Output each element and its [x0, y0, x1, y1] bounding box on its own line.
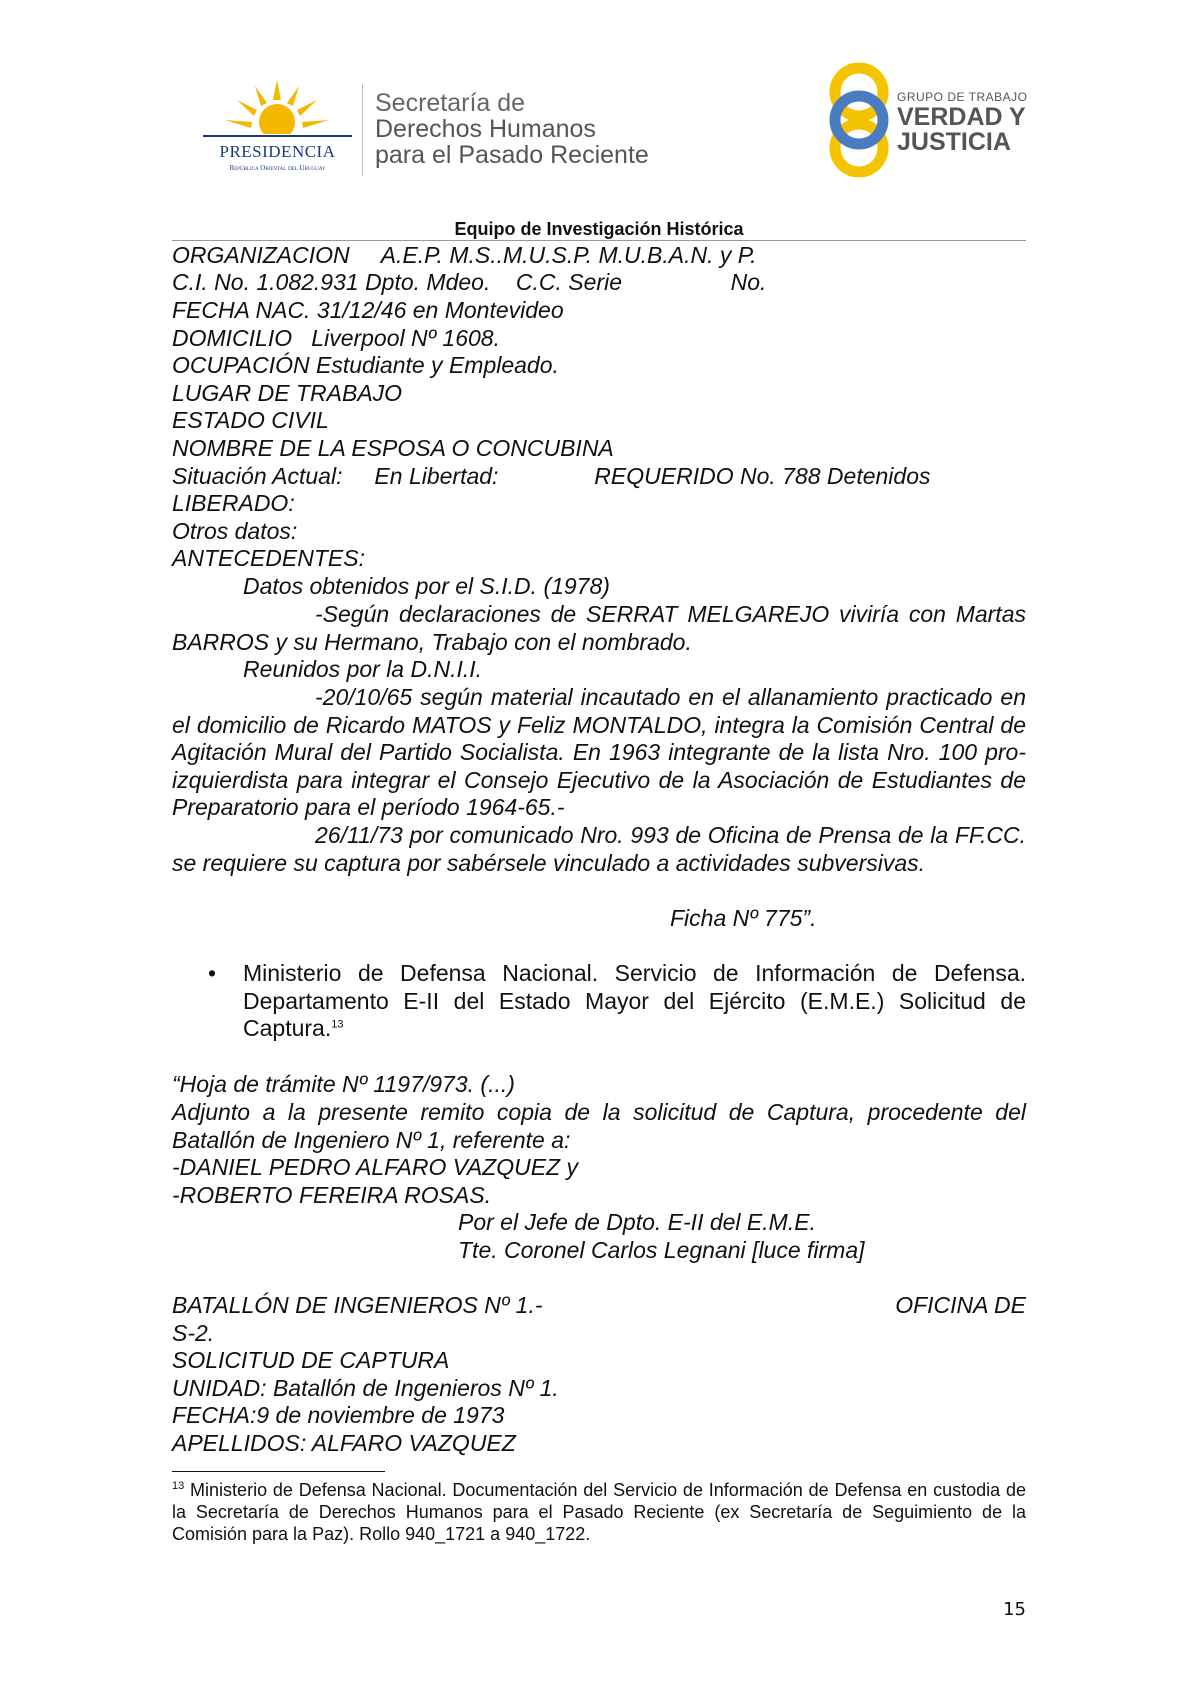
bullet-text-body: Ministerio de Defensa Nacional. Servicio de Información de Defensa. Departamento E-II del Estado Mayor del Ejército (E.M.E.) Solicitud de Captura.: [243, 960, 1026, 1042]
header-rule: [172, 240, 1026, 241]
hoja-name-2: -ROBERTO FEREIRA ROSAS.: [172, 1182, 492, 1208]
presidencia-name: PRESIDENCIA: [219, 142, 336, 161]
ficha-domicilio: DOMICILIO Liverpool Nº 1608.: [172, 325, 500, 351]
dnii-text-2: 26/11/73 por comunicado Nro. 993 de Oficina de Prensa de la FF.CC. se requiere su captura por sabérsele vinculado a actividades subversivas.: [172, 822, 1026, 876]
ficha-lugar-trabajo: LUGAR DE TRABAJO: [172, 380, 403, 406]
ficha-situacion: Situación Actual: En Libertad: REQUERIDO No. 788 Detenidos: [172, 463, 931, 489]
batallon-unidad: UNIDAD: Batallón de Ingenieros Nº 1.: [172, 1375, 559, 1401]
ficha-esposa: NOMBRE DE LA ESPOSA O CONCUBINA: [172, 435, 614, 461]
footnote: [172, 1479, 1026, 1545]
ficha-ci: C.I. No. 1.082.931 Dpto. Mdeo. C.C. Serie No.: [172, 269, 767, 295]
footnote-ref: 13: [331, 1018, 344, 1031]
page-number: 15: [1003, 1599, 1026, 1620]
sid-text: -Según declaraciones de SERRAT MELGAREJO viviría con Martas BARROS y su Hermano, Trabajo con el nombrado.: [172, 601, 1026, 655]
gtvj-line-1: GRUPO DE TRABAJO: [897, 90, 1028, 104]
sun-emblem-icon: [195, 78, 360, 140]
hoja-sign-1: Por el Jefe de Dpto. E-II del E.M.E.: [458, 1209, 816, 1235]
dnii-heading: Reunidos por la D.N.I.I.: [243, 656, 483, 682]
hoja-name-1: -DANIEL PEDRO ALFARO VAZQUEZ y: [172, 1154, 578, 1180]
sid-heading: Datos obtenidos por el S.I.D. (1978): [243, 573, 610, 599]
batallon-solicitud: SOLICITUD DE CAPTURA: [172, 1347, 450, 1373]
secretaria-line-2: Derechos Humanos: [375, 115, 596, 143]
hoja-text: Adjunto a la presente remito copia de la solicitud de Captura, procedente del Batallón de Ingeniero Nº 1, referente a:: [172, 1099, 1026, 1153]
secretaria-title: [375, 90, 649, 168]
dnii-text-1: -20/10/65 según material incautado en el allanamiento practicado en el domicilio de Ricardo MATOS y Feliz MONTALDO, integra la Comisión Central de Agitación Mural del Partido Socialista. En 1963 integrante de la lista Nro. 100 pro-izquierdista para integrar el Consejo Ejecutivo de la Asociación de Estudiantes de Preparatorio para el período 1964-65.-: [172, 684, 1026, 821]
presidencia-subtitle: República Oriental del Uruguay: [229, 164, 326, 172]
gtvj-line-3: JUSTICIA: [897, 128, 1011, 156]
header-divider: [362, 84, 363, 176]
ficha-liberado: LIBERADO:: [172, 490, 295, 516]
ficha-organizacion: ORGANIZACION A.E.P. M.S..M.U.S.P. M.U.B.A.N. y P.: [172, 242, 757, 268]
ficha-otros-datos: Otros datos:: [172, 518, 298, 544]
equipo-heading: Equipo de Investigación Histórica: [454, 219, 744, 239]
footnote-separator: [172, 1471, 385, 1472]
ficha-ocupacion: OCUPACIÓN Estudiante y Empleado.: [172, 352, 559, 378]
bullet-text: [243, 960, 1026, 1043]
ficha-estado-civil: ESTADO CIVIL: [172, 407, 329, 433]
hoja-title: “Hoja de trámite Nº 1197/973. (...): [172, 1071, 515, 1097]
ficha-antecedentes: ANTECEDENTES:: [172, 545, 365, 571]
footnote-number: 13: [172, 1480, 185, 1492]
batallon-apellidos: APELLIDOS: ALFARO VAZQUEZ: [172, 1430, 516, 1456]
verdad-justicia-logo: [825, 58, 1035, 183]
batallon-s2: S-2.: [172, 1320, 215, 1346]
secretaria-line-1: Secretaría de: [375, 89, 526, 117]
bullet-icon: •: [208, 960, 217, 986]
ficha-number: Ficha Nº 775”.: [670, 905, 817, 931]
footnote-text: Ministerio de Defensa Nacional. Documentación del Servicio de Información de Defensa en custodia de la Secretaría de Derechos Humanos para el Pasado Reciente (ex Secretaría de Seguimiento de la Comisión para la Paz). Rollo 940_1721 a 940_1722.: [172, 1480, 1026, 1544]
batallon-right: OFICINA DE: [895, 1292, 1026, 1318]
presidencia-logo: [195, 78, 360, 178]
interlocked-rings-icon: [825, 58, 893, 183]
batallon-left: BATALLÓN DE INGENIEROS Nº 1.-: [172, 1292, 543, 1318]
gtvj-line-2: VERDAD Y: [897, 103, 1026, 131]
hoja-sign-2: Tte. Coronel Carlos Legnani [luce firma]: [458, 1237, 865, 1263]
secretaria-line-3: para el Pasado Reciente: [375, 141, 649, 169]
batallon-fecha: FECHA:9 de noviembre de 1973: [172, 1402, 505, 1428]
ficha-fecha-nac: FECHA NAC. 31/12/46 en Montevideo: [172, 297, 564, 323]
